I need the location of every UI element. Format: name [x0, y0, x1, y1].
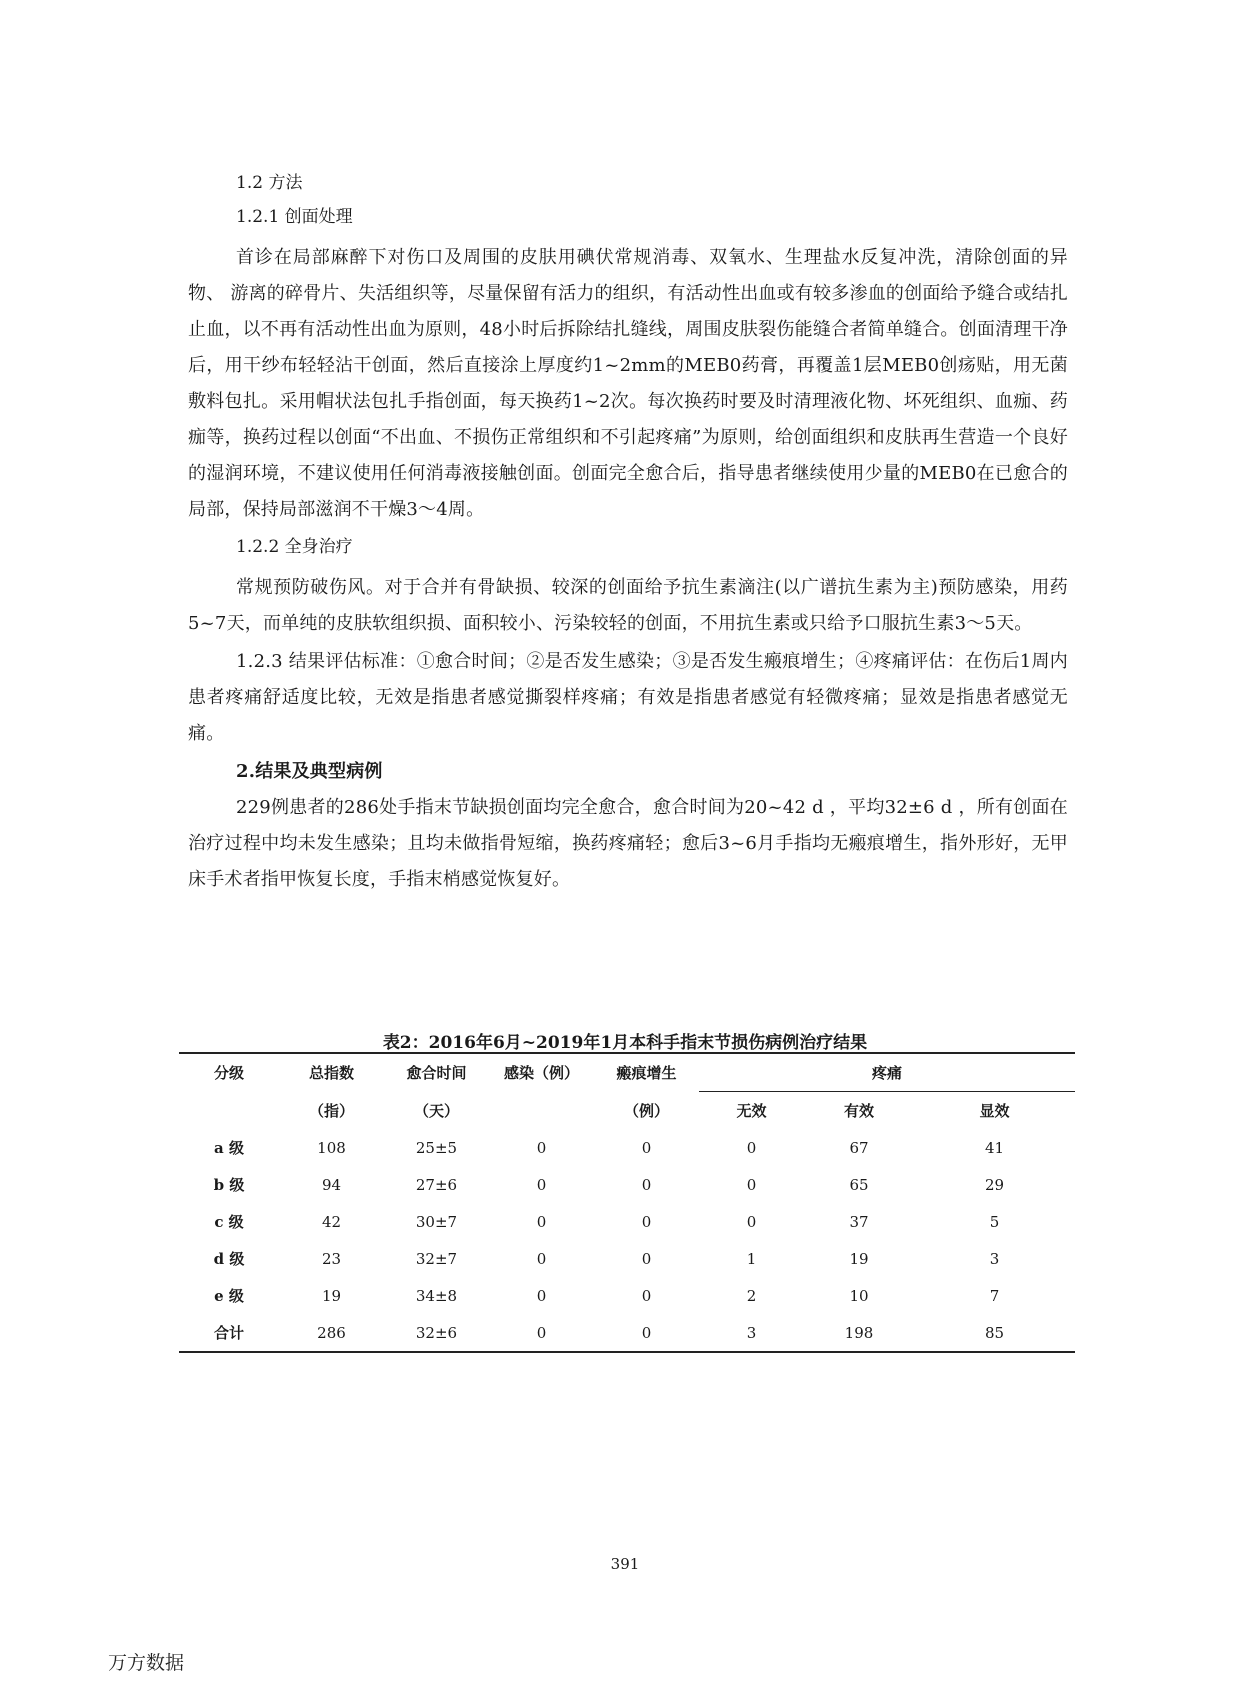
table-cell: 10: [849, 1286, 869, 1305]
table-cell: 0: [536, 1286, 547, 1305]
table-cell: 0: [746, 1138, 757, 1157]
table-cell: 108: [317, 1138, 346, 1157]
table-title: 表2：2016年6月~2019年1月本科手指末节损伤病例治疗结果: [382, 1033, 868, 1053]
table-cell: 0: [536, 1212, 547, 1231]
table-cell: 0: [641, 1249, 652, 1268]
body-text: [188, 172, 1068, 900]
table-row: [179, 1277, 1075, 1314]
table-cell: 1: [746, 1249, 757, 1268]
table-cell: 2: [746, 1286, 757, 1305]
table-cell: 30±7: [415, 1212, 458, 1231]
col-header-pain: 疼痛: [699, 1053, 1075, 1092]
watermark-text: 万方数据: [108, 1652, 185, 1674]
table-cell: 198: [804, 1314, 914, 1352]
col-header-infection: 感染（例）: [489, 1053, 594, 1092]
table-cell: 0: [536, 1249, 547, 1268]
table-cell: 0: [746, 1175, 757, 1194]
table-cell: 27±6: [415, 1175, 458, 1194]
table-cell: 0: [746, 1212, 757, 1231]
col-subheader-fingers-unit: （指）: [308, 1101, 354, 1120]
table-cell: b 级: [213, 1176, 245, 1194]
page-number: 391: [610, 1555, 640, 1573]
table-cell: 65: [849, 1175, 869, 1194]
table-cell: 286: [279, 1314, 384, 1352]
table-cell: 0: [641, 1138, 652, 1157]
table-cell: 3: [699, 1314, 804, 1352]
col-header-total-fingers: 总指数: [279, 1053, 384, 1092]
table-cell: 25±5: [415, 1138, 458, 1157]
table-cell: 85: [914, 1314, 1075, 1352]
table-cell: 23: [321, 1249, 342, 1268]
table-cell: 32±6: [384, 1314, 489, 1352]
table-cell: 19: [849, 1249, 869, 1268]
col-subheader-days-unit: （天）: [413, 1101, 459, 1120]
table-cell: 3: [989, 1249, 1000, 1268]
col-header-grade: 分级: [179, 1053, 279, 1092]
paragraph-evaluation-criteria: 1.2.3 结果评估标准：①愈合时间；②是否发生感染；③是否发生瘢痕增生；④疼痛评估：在伤后1周内患者疼痛舒适度比较，无效是指患者感觉撕裂样疼痛；有效是指患者感觉有轻微疼痛；显效是指患者感觉无痛。: [188, 651, 1068, 744]
table-cell: 0: [489, 1314, 594, 1352]
table-cell: 0: [594, 1314, 699, 1352]
heading-1-2-1: 1.2.1 创面处理: [236, 207, 353, 227]
table-cell: 29: [984, 1175, 1005, 1194]
col-header-healing-time: 愈合时间: [384, 1053, 489, 1092]
results-table: [179, 1052, 1075, 1353]
col-subheader-ineffective: 无效: [736, 1102, 767, 1120]
table-cell: 0: [641, 1286, 652, 1305]
col-header-scar: 瘢痕增生: [594, 1053, 699, 1092]
table-cell: 0: [641, 1175, 652, 1194]
col-subheader-effective: 有效: [843, 1102, 874, 1120]
heading-1-2-2: 1.2.2 全身治疗: [236, 537, 353, 557]
table-row: [179, 1314, 1075, 1352]
paragraph-wound-treatment: 首诊在局部麻醉下对伤口及周围的皮肤用碘伏常规消毒、双氧水、生理盐水反复冲洗，清除创面的异物、 游离的碎骨片、失活组织等，尽量保留有活力的组织，有活动性出血或有较多渗血的创面给予缝合或结扎止血，以不再有活动性出血为原则，48小时后拆除结扎缝线，周围皮肤裂伤能缝合者简单缝合。创面清理干净后，用干纱布轻轻沾干创面，然后直接涂上厚度约1~2mm的MEB0药膏，再覆盖1层MEB0创疡贴，用无菌敷料包扎。采用帽状法包扎手指创面，每天换药1~2次。每次换药时要及时清理液化物、坏死组织、血痂、药痂等，换药过程以创面“不出血、不损伤正常组织和不引起疼痛”为原则，给创面组织和皮肤再生营造一个良好的湿润环境，不建议使用任何消毒液接触创面。创面完全愈合后，指导患者继续使用少量的MEB0在已愈合的局部，保持局部滋润不干燥3～4周。: [188, 247, 1068, 520]
table-row: [179, 1240, 1075, 1277]
col-subheader-cases-unit: （例）: [623, 1101, 669, 1120]
table-cell: 19: [321, 1286, 342, 1305]
table-cell: 94: [321, 1175, 342, 1194]
table-cell: 7: [989, 1286, 1000, 1305]
heading-1-2: 1.2 方法: [236, 173, 303, 193]
table-cell: 37: [849, 1212, 869, 1231]
table-cell: a 级: [214, 1139, 244, 1157]
heading-2-results: 2.结果及典型病例: [236, 761, 383, 782]
table-cell: e 级: [214, 1287, 244, 1305]
table-cell: 41: [984, 1138, 1005, 1157]
table-body: [179, 1129, 1075, 1352]
table-cell: 34±8: [415, 1286, 458, 1305]
table-row: [179, 1166, 1075, 1203]
col-subheader-markedly-effective: 显效: [979, 1102, 1010, 1120]
table-cell: 32±7: [415, 1249, 458, 1268]
paragraph-results: 229例患者的286处手指末节缺损创面均完全愈合，愈合时间为20~42 d ，平均32±6 d ，所有创面在治疗过程中均未发生感染；且均未做指骨短缩，换药疼痛轻；愈后3~6月手指均无瘢痕增生，指外形好，无甲床手术者指甲恢复长度，手指末梢感觉恢复好。: [188, 797, 1068, 890]
table-row: [179, 1129, 1075, 1166]
table-cell: 42: [321, 1212, 342, 1231]
table-cell: 0: [536, 1138, 547, 1157]
table-cell: 67: [849, 1138, 869, 1157]
table-cell: 合计: [179, 1314, 279, 1352]
table-cell: 0: [536, 1175, 547, 1194]
table-cell: 0: [641, 1212, 652, 1231]
table-row: [179, 1203, 1075, 1240]
col-subheader-empty: [179, 1092, 279, 1130]
col-subheader-empty-2: [489, 1092, 594, 1130]
table-cell: 5: [989, 1212, 1000, 1231]
table-cell: c 级: [214, 1213, 244, 1231]
table-cell: d 级: [213, 1250, 245, 1268]
paragraph-systemic-treatment: 常规预防破伤风。对于合并有骨缺损、较深的创面给予抗生素滴注(以广谱抗生素为主)预防感染，用药5~7天，而单纯的皮肤软组织损、面积较小、污染较轻的创面，不用抗生素或只给予口服抗生素3～5天。: [188, 577, 1068, 634]
